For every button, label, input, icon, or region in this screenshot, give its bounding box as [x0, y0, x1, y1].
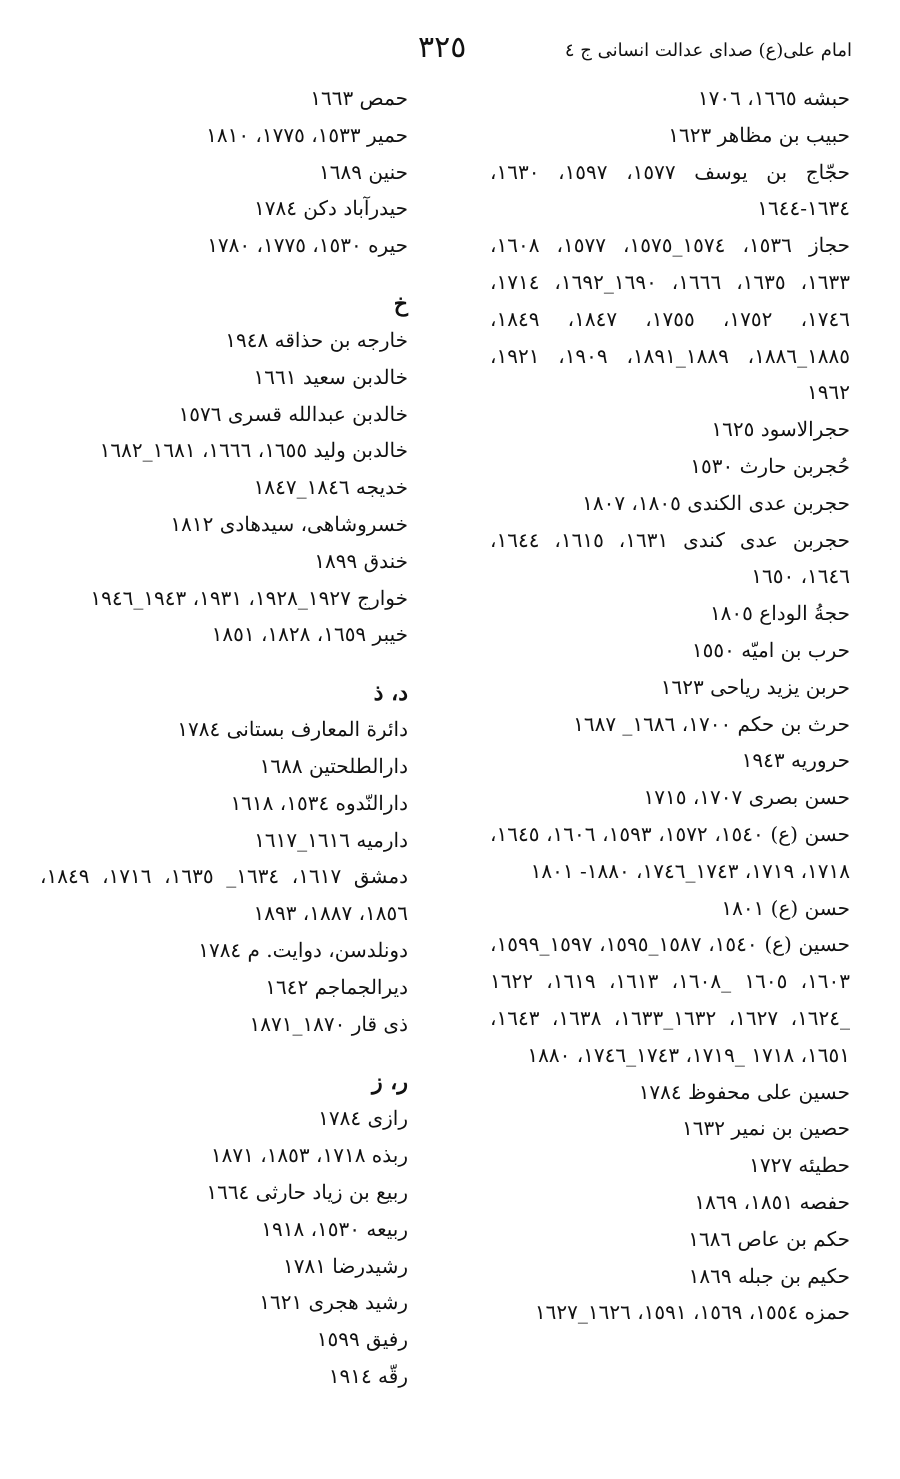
index-entry: رفیق ١٥٩٩: [316, 1327, 408, 1352]
index-entry: خالدبن ولید ١٦٥٥، ١٦٦٦، ١٦٨١_١٦٨٢: [99, 438, 408, 463]
running-head: امام علی(ع) صدای عدالت انسانی ج ٤: [564, 40, 852, 61]
page-header: [40, 30, 860, 74]
index-entry: خدیجه ١٨٤٦_١٨٤٧: [253, 475, 408, 500]
index-entry: دارالطلحتین ١٦٨٨: [259, 753, 408, 778]
index-entry: حجربن عدی کندی ١٦٣١، ١٦١٥، ١٦٤٤، ١٦٤٦، ١٦٥٠: [490, 527, 851, 589]
index-entry: خالدبن عبدالله قسری ١٥٧٦: [178, 401, 408, 426]
index-entry: دمشق ١٦١٧، ١٦٣٤_ ١٦٣٥، ١٧١٦، ١٨٤٩، ١٨٥٦، ١٨٨٧، ١٨٩٣: [40, 864, 409, 926]
index-entry: حجربن عدی الکندی ١٨٠٥، ١٨٠٧: [582, 490, 850, 515]
index-entry: حنین ١٦٨٩: [319, 159, 408, 184]
index-entry: حکیم بن جبله ١٨٦٩: [688, 1263, 850, 1288]
index-entry: خوارج ١٩٢٧_١٩٢٨، ١٩٣١، ١٩٤٣_١٩٤٦: [90, 585, 408, 610]
index-entry: حیدرآباد دکن ١٧٨٤: [253, 196, 408, 221]
index-entry: حجةُ الوداع ١٨٠٥: [709, 601, 850, 626]
index-entry: ذی قار ١٨٧٠_١٨٧١: [249, 1011, 408, 1036]
page-number: ٣٢٥: [418, 30, 467, 65]
index-entry: حکم بن عاص ١٦٨٦: [688, 1226, 850, 1251]
index-entry: حسن (ع) ١٨٠١: [721, 895, 850, 920]
index-entry: خیبر ١٦٥٩، ١٨٢٨، ١٨٥١: [211, 622, 408, 647]
index-entry: ربیعه ١٥٣٠، ١٩١٨: [261, 1216, 408, 1241]
index-entry: حرب بن امیّه ١٥٥٠: [691, 637, 850, 662]
index-entry: خالدبن سعید ١٦٦١: [253, 364, 408, 389]
index-entry: حجرالاسود ١٦٢٥: [711, 417, 850, 442]
index-entry: حرث بن حکم ١٧٠٠، ١٦٨٦_ ١٦٨٧: [573, 711, 850, 736]
index-entry: حجاز ١٥٣٦، ١٥٧٤_١٥٧٥، ١٥٧٧، ١٦٠٨، ١٦٣٣، ١٦٣٥، ١٦٦٦، ١٦٩٠_١٦٩٢، ١٧١٤، ١٧٤٦، ١٧٥٢، ١٧٥٥، ١٨٤٧، ١٨٤٩، ١٨٨٥_١٨٨٦، ١٨٨٩_١٨٩١، ١٩٠٩، ١٩٢١، ١٩٦٢: [490, 233, 851, 405]
index-entry: حفصه ١٨٥١، ١٨٦٩: [694, 1189, 850, 1214]
index-entry: خسروشاهی، سیدهادی ١٨١٢: [170, 511, 408, 536]
index-entry: حمزه ١٥٥٤، ١٥٦٩، ١٥٩١، ١٦٢٦_١٦٢٧: [534, 1300, 850, 1325]
index-entry: رشیدرضا ١٧٨١: [282, 1253, 408, 1278]
index-entry: ربیع بن زیاد حارثی ١٦٦٤: [206, 1179, 408, 1204]
index-entry: حصین بن نمیر ١٦٣٢: [682, 1116, 850, 1141]
index-entry: حسن (ع) ١٥٤٠، ١٥٧٢، ١٥٩٣، ١٦٠٦، ١٦٤٥، ١٧١٨، ١٧١٩، ١٧٤٣_١٧٤٦، ١٨٨٠- ١٨٠١: [490, 821, 851, 883]
index-entry: حسین (ع) ١٥٤٠، ١٥٨٧_١٥٩٥، ١٥٩٧_١٥٩٩، ١٦٠٣، ١٦٠٥ _١٦٠٨، ١٦١٣، ١٦١٩، ١٦٢٢ _١٦٢٤، ١٦٢٧، ١٦٣٢_١٦٣٣، ١٦٣٨، ١٦٤٣، ١٦٥١، ١٧١٨ _١٧١٩، ١٧٤٣_١٧٤٦، ١٨٨٠: [490, 932, 851, 1067]
index-entry: رازی ١٧٨٤: [318, 1106, 408, 1131]
index-entry: دارمیه ١٦١٦_١٦١٧: [254, 827, 408, 852]
index-entry: حربن یزید ریاحی ١٦٢٣: [660, 674, 850, 699]
section-heading-kha: خ: [393, 290, 408, 317]
index-entry: دارالنّدوه ١٥٣٤، ١٦١٨: [230, 790, 408, 815]
index-entry: حجّاج بن یوسف ١٥٧٧، ١٥٩٧، ١٦٣٠، ١٦٣٤-١٦٤٤: [490, 159, 851, 221]
index-entry: حیره ١٥٣٠، ١٧٧٥، ١٧٨٠: [207, 233, 408, 258]
index-entry: حُجربن حارث ١٥٣٠: [690, 453, 850, 478]
index-entry: حمیر ١٥٣٣، ١٧٧٥، ١٨١٠: [206, 122, 408, 147]
index-column-left: [40, 80, 408, 1395]
index-entry: ربذه ١٧١٨، ١٨٥٣، ١٨٧١: [210, 1143, 408, 1168]
index-entry: حبیب بن مظاهر ١٦٢٣: [668, 122, 850, 147]
index-entry: حسین علی محفوظ ١٧٨٤: [638, 1079, 850, 1104]
index-entry: دیرالجماجم ١٦٤٢: [265, 974, 408, 999]
index-entry: رشید هجری ١٦٢١: [259, 1290, 408, 1315]
index-entry: حمص ١٦٦٣: [310, 86, 408, 110]
section-heading-dal-zal: د، ذ: [373, 680, 408, 707]
index-entry: رقّه ١٩١٤: [328, 1363, 408, 1388]
index-entry: دائرة المعارف بستانی ١٧٨٤: [177, 717, 408, 742]
index-entry: حطیئه ١٧٢٧: [749, 1153, 850, 1178]
index-column-right: [490, 80, 850, 1331]
index-entry: حروریه ١٩٤٣: [741, 748, 850, 773]
index-entry: حسن بصری ١٧٠٧، ١٧١٥: [643, 785, 850, 810]
index-entry: حبشه ١٦٦٥، ١٧٠٦: [697, 86, 850, 110]
section-heading-re-ze: ر، ز: [371, 1069, 408, 1096]
index-entry: دونلدسن، دوایت. م ١٧٨٤: [198, 937, 408, 962]
index-entry: خارجه بن حذاقه ١٩٤٨: [225, 327, 408, 352]
index-entry: خندق ١٨٩٩: [314, 548, 408, 573]
